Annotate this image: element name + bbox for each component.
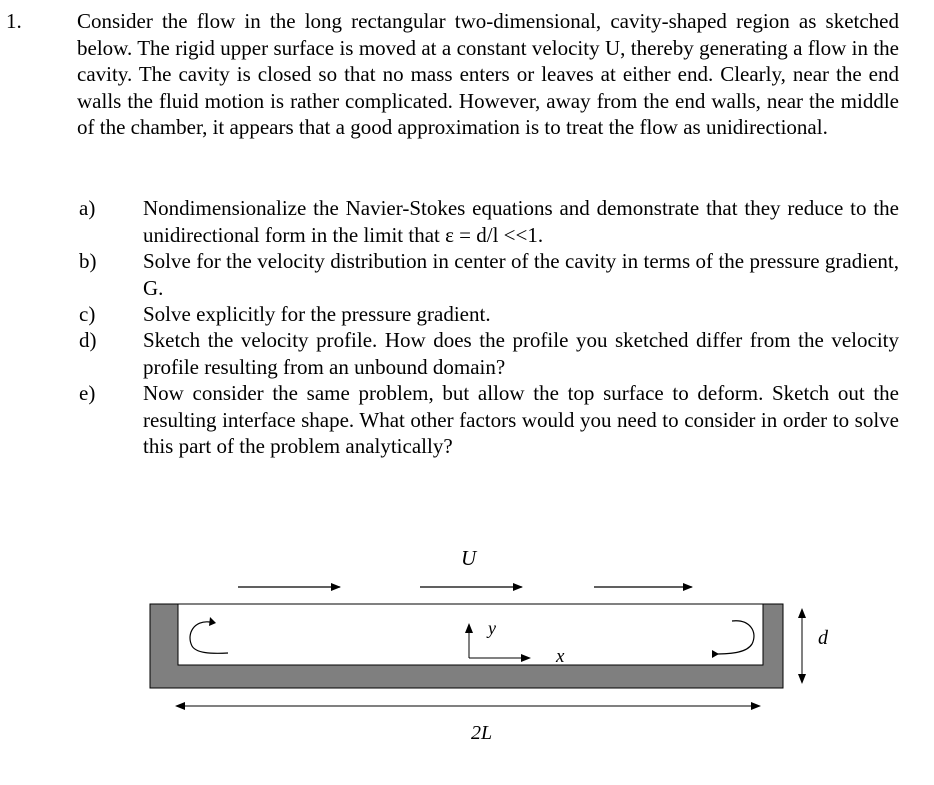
part-text: Now consider the same problem, but allow the top surface to deform. Sketch out the resulting interface shape. What other factors would you need to consider in order to solve this part of the problem analytically?	[143, 381, 899, 458]
part-label: b)	[79, 249, 97, 273]
part-label: d)	[79, 328, 97, 352]
x-axis-label: x	[556, 646, 565, 667]
part-text: Nondimensionalize the Navier-Stokes equations and demonstrate that they reduce to the unidirectional form in the limit that ε = d/l <<1.	[143, 196, 899, 247]
right-recirculation-arrow	[714, 621, 754, 654]
cavity-walls	[150, 604, 783, 688]
part-label: c)	[79, 302, 96, 326]
part-label: a)	[79, 196, 96, 220]
left-recirculation-arrow	[190, 622, 228, 654]
problem-intro: Consider the flow in the long rectangular two-dimensional, cavity-shaped region as sketched below. The rigid upper surface is moved at a constant velocity U, thereby generating a flow in the cavity. The cavity is closed so that no mass enters or leaves at either end. Clearly, near the end walls the fluid motion is rather complicated. However, away from the end walls, near the middle of the chamber, it appears that a good approximation is to treat the flow as unidirectional.	[77, 9, 899, 139]
left-recirculation-arrowhead	[209, 617, 216, 626]
part-label: e)	[79, 381, 96, 405]
part-text: Solve for the velocity distribution in center of the cavity in terms of the pressure gradient, G.	[143, 249, 899, 300]
problem-number: 1.	[6, 9, 22, 33]
part-text: Sketch the velocity profile. How does the profile you sketched differ from the velocity profile resulting from an unbound domain?	[143, 328, 899, 379]
y-axis-label: y	[488, 618, 496, 638]
part-text: Solve explicitly for the pressure gradient.	[143, 302, 491, 326]
depth-label: d	[818, 627, 828, 649]
velocity-label: U	[461, 546, 477, 570]
right-recirculation-arrowhead	[712, 650, 719, 658]
length-label: 2L	[471, 722, 493, 744]
